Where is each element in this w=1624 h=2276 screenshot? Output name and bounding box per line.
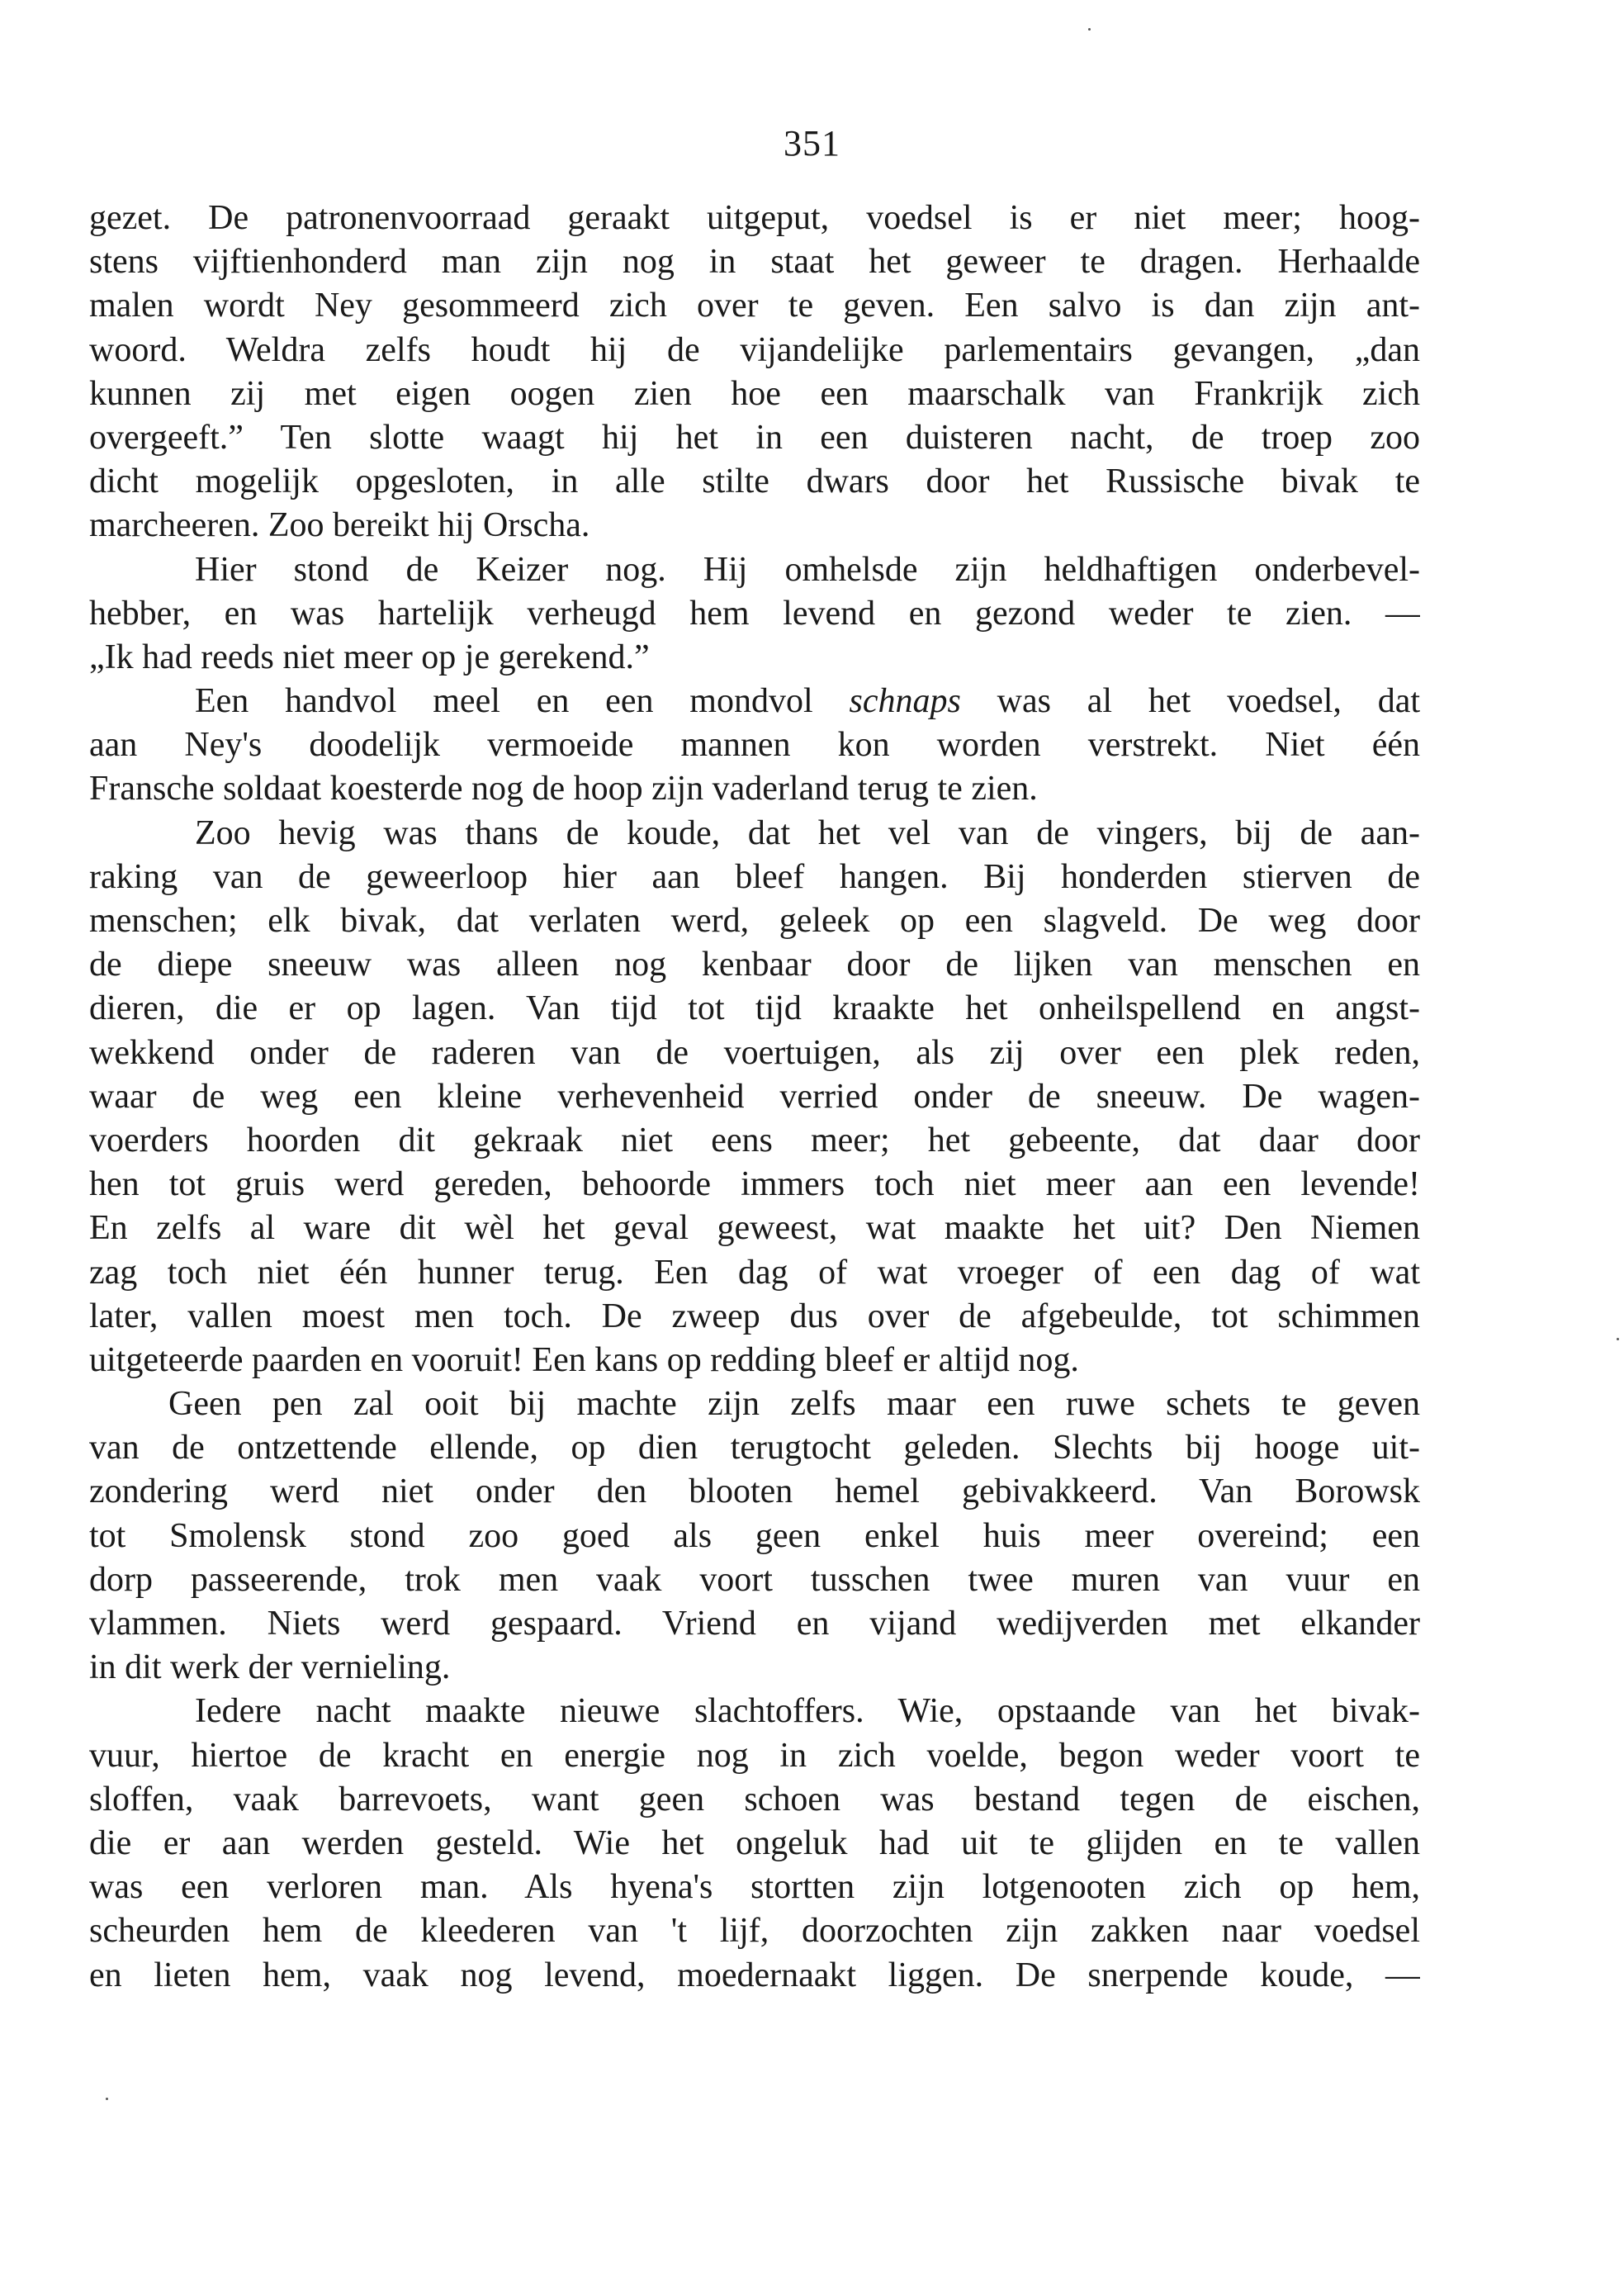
text-line: was een verloren man. Als hyena's stortten zijn lotgenooten zich op hem,	[89, 1868, 1420, 1907]
text-line: Iedere nacht maakte nieuwe slachtoffers. Wie, opstaande van het bivak-	[195, 1692, 1420, 1731]
italic-word: schnaps	[849, 682, 961, 721]
scan-speck	[1617, 1338, 1619, 1340]
text-line: tot Smolensk stond zoo goed als geen enkel huis meer overeind; een	[89, 1516, 1420, 1555]
text-line: raking van de geweerloop hier aan bleef hangen. Bij honderden stierven de	[89, 857, 1420, 896]
paragraph	[89, 1690, 1420, 1997]
text-run: Een handvol meel en een mondvol	[195, 682, 850, 721]
text-line: En zelfs al ware dit wèl het geval geweest, wat maakte het uit? Den Niemen	[89, 1209, 1420, 1248]
text-line: aan Ney's doodelijk vermoeide mannen kon worden verstrekt. Niet één	[89, 726, 1420, 765]
text-line: later, vallen moest men toch. De zweep dus over de afgebeulde, tot schimmen	[89, 1297, 1420, 1335]
text-line: dorp passeerende, trok men vaak voort tusschen twee muren van vuur en	[89, 1560, 1420, 1599]
paragraph	[89, 548, 1420, 680]
text-line: vuur, hiertoe de kracht en energie nog in zich voelde, begon weder voort te	[89, 1736, 1420, 1775]
text-line: hen tot gruis werd gereden, behoorde immers toch niet meer aan een levende!	[89, 1165, 1420, 1204]
text-line: die er aan werden gesteld. Wie het ongeluk had uit te glijden en te vallen	[89, 1823, 1420, 1862]
paragraph	[89, 1382, 1420, 1690]
text-line: zondering werd niet onder den blooten hemel gebivakkeerd. Van Borowsk	[89, 1472, 1420, 1511]
text-line	[89, 680, 1420, 723]
text-line: wekkend onder de raderen van de voertuigen, als zij over een plek reden,	[89, 1033, 1420, 1072]
text-line: stens vijftienhonderd man zijn nog in staat het geweer te dragen. Herhaalde	[89, 243, 1420, 282]
text-line: sloffen, vaak barrevoets, want geen schoen was bestand tegen de eischen,	[89, 1780, 1420, 1818]
text-line: vlammen. Niets werd gespaard. Vriend en vijand wedijverden met elkander	[89, 1605, 1420, 1643]
text-line: in dit werk der vernieling.	[89, 1648, 451, 1687]
text-line: woord. Weldra zelfs houdt hij de vijandelijke parlementairs gevangen, „dan	[89, 330, 1420, 369]
text-line: „Ik had reeds niet meer op je gerekend.”	[89, 638, 650, 676]
text-line: malen wordt Ney gesommeerd zich over te geven. Een salvo is dan zijn ant-	[89, 287, 1420, 325]
paragraph	[89, 197, 1420, 548]
text-line: menschen; elk bivak, dat verlaten werd, geleek op een slagveld. De weg door	[89, 902, 1420, 940]
text-line: uitgeteerde paarden en vooruit! Een kans op redding bleef er altijd nog.	[89, 1340, 1079, 1379]
text-line: overgeeft.” Ten slotte waagt hij het in een duisteren nacht, de troep zoo	[89, 418, 1420, 457]
text-line: marcheeren. Zoo bereikt hij Orscha.	[89, 506, 590, 545]
text-line: de diepe sneeuw was alleen nog kenbaar door de lijken van menschen en	[89, 946, 1420, 984]
text-line: Geen pen zal ooit bij machte zijn zelfs maar een ruwe schets te geven	[168, 1385, 1420, 1424]
text-line: gezet. De patronenvoorraad geraakt uitgeput, voedsel is er niet meer; hoog-	[89, 199, 1420, 237]
text-line: scheurden hem de kleederen van 't lijf, doorzochten zijn zakken naar voedsel	[89, 1912, 1420, 1951]
scan-speck	[1088, 28, 1091, 31]
paragraph	[89, 812, 1420, 1382]
body-text	[89, 197, 1420, 1998]
text-line: voerders hoorden dit gekraak niet eens meer; het gebeente, dat daar door	[89, 1121, 1420, 1159]
text-line: zag toch niet één hunner terug. Een dag of wat vroeger of een dag of wat	[89, 1253, 1420, 1292]
text-line: Zoo hevig was thans de koude, dat het vel van de vingers, bij de aan-	[195, 813, 1420, 852]
text-line: dieren, die er op lagen. Van tijd tot tijd kraakte het onheilspellend en angst-	[89, 989, 1420, 1028]
page-number: 351	[784, 123, 840, 164]
text-line: en lieten hem, vaak nog levend, moedernaakt liggen. De snerpende koude, —	[89, 1956, 1420, 1994]
text-line: hebber, en was hartelijk verheugd hem levend en gezond weder te zien. —	[89, 594, 1420, 633]
text-line: dicht mogelijk opgesloten, in alle stilte dwars door het Russische bivak te	[89, 462, 1420, 501]
text-line: Fransche soldaat koesterde nog de hoop zijn vaderland terug te zien.	[89, 770, 1038, 808]
text-run: was al het voedsel, dat	[960, 682, 1420, 721]
paragraph	[89, 680, 1420, 812]
text-line: waar de weg een kleine verhevenheid verried onder de sneeuw. De wagen-	[89, 1077, 1420, 1116]
scan-speck	[106, 2098, 108, 2100]
text-line: Hier stond de Keizer nog. Hij omhelsde zijn heldhaftigen onderbevel-	[195, 550, 1420, 589]
text-line: van de ontzettende ellende, op dien terugtocht geleden. Slechts bij hooge uit-	[89, 1429, 1420, 1468]
text-line: kunnen zij met eigen oogen zien hoe een maarschalk van Frankrijk zich	[89, 374, 1420, 413]
